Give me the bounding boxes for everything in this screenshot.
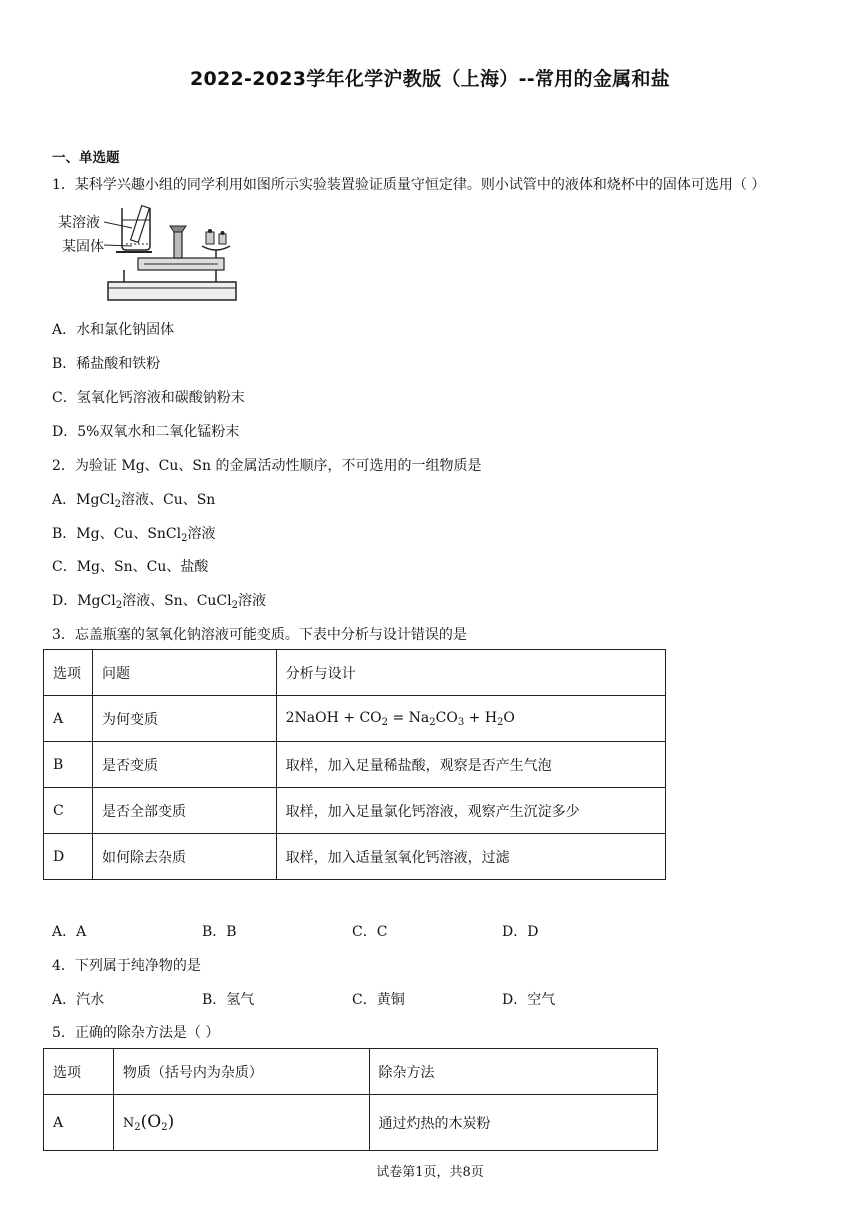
table-cell: 取样，加入足量氯化钙溶液，观察产生沉淀多少 <box>276 788 665 834</box>
table-row <box>44 742 666 788</box>
q2-option-d: D．MgCl$_2$溶液、Sn、CuCl$_2$溶液 <box>52 593 266 611</box>
q1-option-c: C．氢氧化钙溶液和碳酸钠粉末 <box>52 390 245 406</box>
table-cell: A <box>44 696 93 742</box>
table-cell: A <box>44 1095 114 1151</box>
q2-option-a: A．MgCl$_2$溶液、Cu、Sn <box>52 492 216 510</box>
page-footer: 试卷第1页，共8页 <box>376 1165 484 1180</box>
table-cell: C <box>44 788 93 834</box>
page-title: 2022-2023学年化学沪教版（上海）--常用的金属和盐 <box>189 68 671 90</box>
question-1-stem: 1．某科学兴趣小组的同学利用如图所示实验装置验证质量守恒定律。则小试管中的液体和烧杯中的固体可选用（ ） <box>52 177 766 193</box>
table-row <box>44 696 666 742</box>
table-cell: B <box>44 742 93 788</box>
table-cell: 为何变质 <box>92 696 276 742</box>
q4-answer-b: B．氢气 <box>202 992 255 1008</box>
chemical-equation: 2NaOH + $CO_2 = Na_2CO_3 + H_2O$ <box>276 696 665 742</box>
q1-option-a: A．水和氯化钠固体 <box>52 322 175 338</box>
q3-answer-a: A．A <box>52 924 87 940</box>
table-cell: 是否变质 <box>92 742 276 788</box>
table-row <box>44 1095 658 1151</box>
q2-option-b: B．Mg、Cu、SnCl$_2$溶液 <box>52 526 216 544</box>
q4-answer-a: A．汽水 <box>52 992 105 1008</box>
section-heading: 一、单选题 <box>52 150 120 166</box>
table-header-row <box>44 650 666 696</box>
q4-answer-d: D．空气 <box>502 992 556 1008</box>
table-header-row <box>44 1049 658 1095</box>
figure-label-liquid: 某溶液 <box>58 215 100 231</box>
q5-table <box>43 1048 658 1151</box>
table-cell: 如何除去杂质 <box>92 834 276 880</box>
table-header-cell: 除杂方法 <box>369 1049 657 1095</box>
q3-table <box>43 649 666 880</box>
table-cell: 取样，加入足量稀盐酸，观察是否产生气泡 <box>276 742 665 788</box>
figure-label-solid: 某固体 <box>62 239 104 255</box>
table-header-cell: 选项 <box>44 650 93 696</box>
table-header-cell: 分析与设计 <box>276 650 665 696</box>
table-cell: 通过灼热的木炭粉 <box>369 1095 657 1151</box>
table-row <box>44 788 666 834</box>
q3-answer-c: C．C <box>352 924 388 940</box>
q1-option-b: B．稀盐酸和铁粉 <box>52 356 161 372</box>
question-2-stem: 2．为验证 Mg、Cu、Sn 的金属活动性顺序，不可选用的一组物质是 <box>52 458 482 474</box>
question-3-stem: 3．忘盖瓶塞的氢氧化钠溶液可能变质。下表中分析与设计错误的是 <box>52 627 467 643</box>
chemical-formula: $N_2(O_2)$ <box>113 1095 369 1151</box>
question-5-stem: 5．正确的除杂方法是（ ） <box>52 1025 220 1041</box>
q1-option-d: D．5%双氧水和二氧化锰粉末 <box>52 424 240 440</box>
q2-option-c: C．Mg、Sn、Cu、盐酸 <box>52 559 209 575</box>
table-row <box>44 834 666 880</box>
table-header-cell: 物质（括号内为杂质） <box>113 1049 369 1095</box>
q3-answer-d: D．D <box>502 924 539 940</box>
q4-answer-c: C．黄铜 <box>352 992 405 1008</box>
question-4-stem: 4．下列属于纯净物的是 <box>52 958 201 974</box>
table-header-cell: 选项 <box>44 1049 114 1095</box>
table-cell: D <box>44 834 93 880</box>
table-header-cell: 问题 <box>92 650 276 696</box>
q3-answer-b: B．B <box>202 924 237 940</box>
table-cell: 是否全部变质 <box>92 788 276 834</box>
table-cell: 取样，加入适量氢氧化钙溶液，过滤 <box>276 834 665 880</box>
